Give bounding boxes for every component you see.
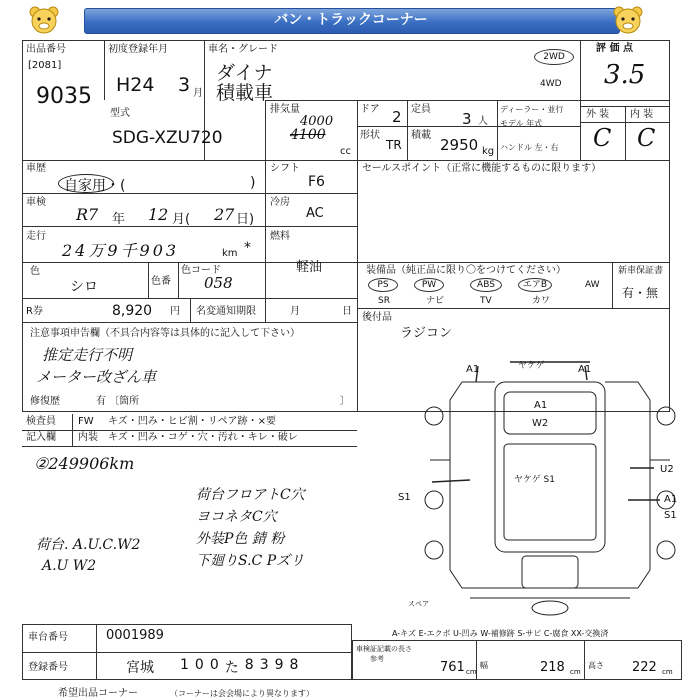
inspector-fw-label: FW xyxy=(78,416,94,427)
equipment-pw: PW xyxy=(414,278,444,292)
plate-digit: た xyxy=(224,660,239,676)
capacity-unit: 人 xyxy=(478,116,488,127)
dimension-length-label: 車検証記載の長さ xyxy=(356,645,412,653)
mileage-label: 走行 xyxy=(26,231,46,242)
dimension-length-unit: cm xyxy=(466,668,477,676)
engine-unit: cc xyxy=(340,146,351,157)
shift-label: シフト xyxy=(270,163,300,174)
dimension-width-label: 幅 xyxy=(480,661,488,670)
name-change-month: 月 xyxy=(290,306,300,317)
handwritten-note: A.U W2 xyxy=(42,558,97,574)
recycle-unit: 円 xyxy=(170,306,180,317)
lot-sub-code: [2081] xyxy=(28,60,62,71)
equipment-navi: ナビ xyxy=(426,296,445,306)
score-label: 評 価 点 xyxy=(596,43,633,54)
inspection-day-unit: 日) xyxy=(236,212,255,227)
load-label: 積載 xyxy=(411,130,431,141)
dimension-length: 761 xyxy=(440,660,465,675)
inspector-exterior-items: キズ・凹み・ヒビ割・リペア跡・×要 xyxy=(108,416,276,427)
notes-line: メーター改ざん車 xyxy=(36,368,157,386)
interior-label: 内 装 xyxy=(630,109,654,120)
plate-digit: 3 xyxy=(259,657,269,673)
first-registration-label: 初度登録年月 xyxy=(108,44,168,55)
diagram-mark: W2 xyxy=(532,418,549,429)
damage-legend: A-キズ E-エクボ U-凹み W-補修跡 S-サビ C-腐食 XX-交換済 xyxy=(392,629,609,638)
inspector-interior-items: キズ・凹み・コゲ・穴・汚れ・キレ・破レ xyxy=(108,432,298,443)
aftermarket-value: ラジコン xyxy=(400,326,453,341)
equipment-label: 装備品（純正品に限り〇をつけてください） xyxy=(366,265,566,276)
lot-number: 9035 xyxy=(36,84,92,109)
doors-value: 2 xyxy=(392,108,402,126)
name-change-label: 名変通知期限 xyxy=(196,306,256,317)
footer-corner-note: （コーナーは会会場により異なります） xyxy=(170,689,314,698)
handwritten-note: 下廻りS.C Pズリ xyxy=(196,553,305,569)
equipment-abs: ABS xyxy=(470,278,502,292)
score-value: 3.5 xyxy=(604,60,646,90)
inspector-interior-label: 内装 xyxy=(78,432,98,443)
notes-line: 推定走行不明 xyxy=(42,346,133,364)
repair-history-close: 〕 xyxy=(340,396,350,407)
recycle-value: 8,920 xyxy=(112,303,153,319)
inspection-month: 12 xyxy=(148,205,169,224)
equipment-sr: SR xyxy=(378,296,390,306)
color-label: 色 xyxy=(30,266,40,277)
inspector-entry-label: 記入欄 xyxy=(26,432,56,443)
plate-digit: 8 xyxy=(244,657,254,673)
plate-digit: 0 xyxy=(194,657,204,673)
handwritten-mileage-note: ②249906km xyxy=(34,454,135,473)
doors-label: ドア xyxy=(360,104,380,115)
car-grade: 積載車 xyxy=(216,82,274,104)
dimension-width: 218 xyxy=(540,660,565,675)
new-car-warranty-label: 新車保証書 xyxy=(618,266,664,276)
shape-label: 形状 xyxy=(360,130,380,141)
history-label: 車歴 xyxy=(26,163,46,174)
shift-value: F6 xyxy=(308,174,325,190)
mileage-mark: * xyxy=(244,240,251,256)
inspection-label: 車検 xyxy=(26,197,46,208)
color-code-label: 色コード xyxy=(181,265,221,276)
model-code: SDG-XZU720 xyxy=(112,128,223,148)
mascot-face-icon xyxy=(612,6,644,34)
recycle-label: R券 xyxy=(26,306,43,317)
color-code: 058 xyxy=(204,274,233,292)
equipment-airbag: エアB xyxy=(518,278,552,292)
handwritten-note: 外装P色 錆 粉 xyxy=(196,531,285,547)
car-name: ダイナ xyxy=(216,62,273,84)
plate-digit: 1 xyxy=(180,657,189,673)
chassis-number-label: 車台番号 xyxy=(28,632,68,643)
repair-history-value: 有 〔箇所 xyxy=(96,396,140,407)
drive-4wd: 4WD xyxy=(540,79,562,89)
handwritten-note: 荷台フロアトC穴 xyxy=(196,487,305,503)
shape-value: TR xyxy=(386,138,402,152)
inspector-label: 検査員 xyxy=(26,416,56,427)
aftermarket-label: 後付品 xyxy=(362,312,392,323)
diagram-mark: S1 xyxy=(398,492,411,503)
color-value: シロ xyxy=(70,279,98,295)
engine-value: 4000 xyxy=(300,114,334,129)
inspection-year-unit: 年 xyxy=(112,212,126,227)
exterior-grade: C xyxy=(593,124,612,152)
engine-struck-value: 4100 xyxy=(290,127,326,143)
diagram-mark: ヤケゲ xyxy=(518,361,545,371)
fuel-value: 軽油 xyxy=(296,260,323,275)
plate-region: 宮城 xyxy=(126,660,154,676)
notes-label: 注意事項申告欄（不具合内容等は具体的に記入して下さい） xyxy=(30,328,300,339)
inspection-month-unit: 月( xyxy=(172,212,191,227)
diagram-mark: A1 xyxy=(664,494,678,505)
capacity-label: 定員 xyxy=(411,104,431,115)
diagram-mark: スペア xyxy=(408,600,429,608)
inspection-era: R7 xyxy=(76,205,99,224)
diagram-mark: S1 xyxy=(664,510,677,521)
ac-label: 冷房 xyxy=(270,197,290,208)
engine-label: 排気量 xyxy=(270,104,300,115)
dealer-label: ディーラー・並行 xyxy=(500,105,564,114)
mascot-face-icon xyxy=(28,6,60,34)
history-value: 自家用・( xyxy=(64,178,126,194)
model-year-label: モデル 年式 xyxy=(500,119,543,128)
dimension-width-unit: cm xyxy=(570,668,581,676)
diagram-mark: A1 xyxy=(466,364,480,375)
plate-digit: 0 xyxy=(209,657,219,673)
history-close: ) xyxy=(250,175,256,191)
capacity-value: 3 xyxy=(462,110,472,128)
name-change-day: 日 xyxy=(342,306,352,317)
model-label: 型式 xyxy=(110,108,130,119)
load-value: 2950 xyxy=(440,136,479,154)
registration-month-unit: 月 xyxy=(193,88,203,99)
dimension-height-unit: cm xyxy=(662,668,673,676)
sales-points-label: セールスポイント（正常に機能するものに限ります） xyxy=(362,163,602,174)
fuel-label: 燃料 xyxy=(270,231,290,242)
equipment-ps: PS xyxy=(368,278,398,292)
handwritten-note: ヨコネタC穴 xyxy=(196,509,277,525)
plate-digits xyxy=(180,657,298,677)
equipment-leather: カワ xyxy=(532,296,551,306)
plate-digit: 8 xyxy=(289,657,299,673)
exterior-label: 外 装 xyxy=(586,109,610,120)
diagram-mark: ヤケゲ S1 xyxy=(514,475,555,485)
registration-year: H24 xyxy=(116,74,155,96)
dimension-reference-label: 参考 xyxy=(370,655,384,663)
inspection-day: 27 xyxy=(214,205,235,224)
diagram-mark: A1 xyxy=(534,400,548,411)
page-title: バン・トラックコーナー xyxy=(274,12,428,28)
load-unit: kg xyxy=(482,146,495,157)
dimension-height: 222 xyxy=(632,660,657,675)
handwritten-note: 荷台. A.U.C.W2 xyxy=(36,537,141,553)
mileage-unit: km xyxy=(222,248,238,259)
interior-grade: C xyxy=(637,124,656,152)
equipment-aw: AW xyxy=(585,280,600,290)
plate-digit: 9 xyxy=(274,657,284,673)
mileage-value: 24万9千903 xyxy=(62,241,180,260)
chassis-number: 0001989 xyxy=(106,628,164,643)
drive-2wd: 2WD xyxy=(534,49,574,65)
car-name-label: 車名・グレード xyxy=(208,44,278,55)
footer-corner-label: 希望出品コーナー xyxy=(58,688,138,699)
equipment-tv: TV xyxy=(480,296,492,306)
plate-number-label: 登録番号 xyxy=(28,662,68,673)
diagram-mark: U2 xyxy=(660,464,674,475)
ac-value: AC xyxy=(306,206,324,221)
handle-label: ハンドル 左・右 xyxy=(500,143,559,152)
registration-month: 3 xyxy=(178,74,191,96)
dimension-height-label: 高さ xyxy=(588,661,604,670)
color-number-label: 色番 xyxy=(151,276,171,287)
new-car-warranty-value: 有・無 xyxy=(622,286,659,300)
lot-number-label: 出品番号 xyxy=(26,44,66,55)
repair-history-label: 修復歴 xyxy=(30,396,60,407)
diagram-mark: A1 xyxy=(578,364,592,375)
